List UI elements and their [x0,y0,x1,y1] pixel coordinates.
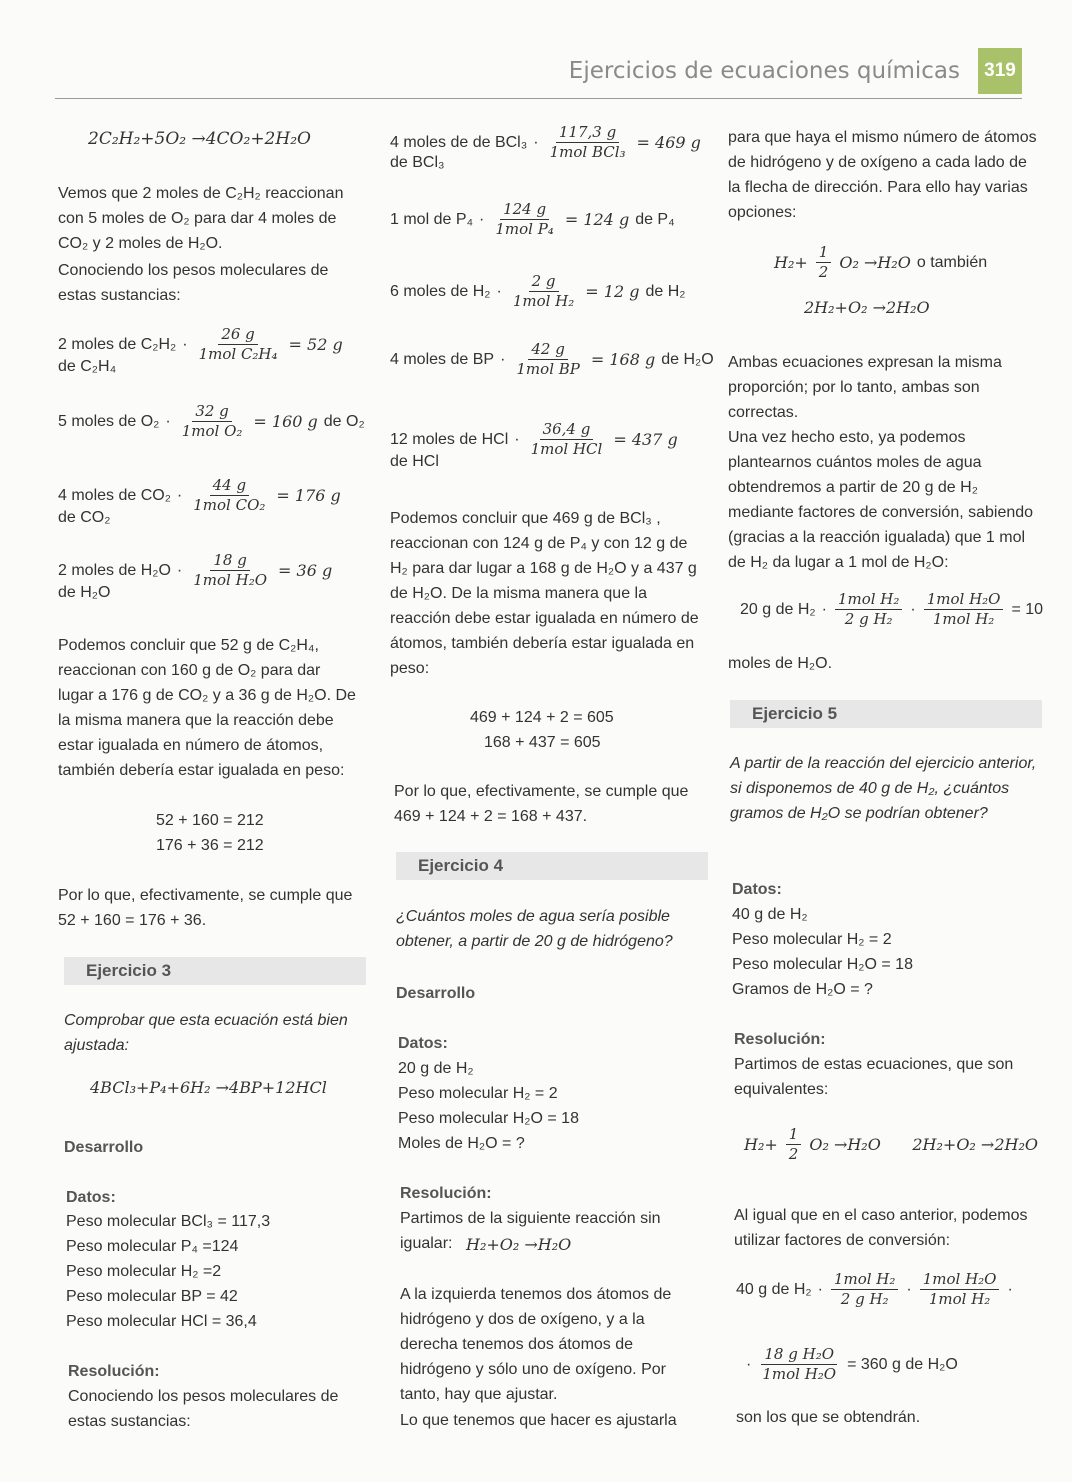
paragraph: A la izquierda tenemos dos átomos de hidrógeno y dos de oxígeno, y a la derecha tenemos dos átomos de hidrógeno y sólo uno de oxígeno. Por tanto, hay que ajustar. [400,1286,672,1403]
conversion-line: 4 moles de CO₂ · $\frac{44 g}{\text{1mol CO₂}}$ = 176 g de CO₂ [58,476,341,526]
conversion-line: 6 moles de H₂ · $\frac{2 g}{\text{1mol H₂}}$ = 12 g de H₂ [390,272,686,310]
data-line: 20 g de H₂ [398,1060,474,1077]
exercise-question: A partir de la reacción del ejercicio anterior, si disponemos de 40 g de H₂, ¿cuántos gramos de H₂O se podrían obtener? [730,755,1037,822]
equation: 4BCl₃+P₄+6H₂ →4BP+12HCl [90,1078,327,1097]
conversion-line: 1 mol de P₄ · $\frac{124 g}{\text{1mol P₄}}$ = 124 g de P₄ [390,200,675,238]
section-label: Resolución: [400,1185,492,1202]
section-label: Desarrollo [64,1139,144,1156]
paragraph: Podemos concluir que 52 g de C₂H₄, reaccionan con 160 g de O₂ para dar lugar a 176 g de CO₂ y a 36 g de H₂O. De la misma manera que la reacción debe estar igualada en número de átomos, también debería estar igualada en peso: [58,637,356,779]
data-line: Peso molecular H₂ = 2 [732,931,892,948]
paragraph: Por lo que, efectivamente, se cumple que 52 + 160 = 176 + 36. [58,887,353,929]
paragraph: Conociendo los pesos moleculares de estas sustancias: [68,1388,339,1430]
conversion-line: 2 moles de H₂O · $\frac{18 g}{\text{1mol H₂O}}$ = 36 g de H₂O [58,551,333,601]
equation: 2H₂+O₂ →2H₂O [804,298,930,317]
data-line: Peso molecular BP = 42 [66,1288,238,1305]
paragraph: Lo que tenemos que hacer es ajustarla [400,1412,677,1429]
paragraph: Vemos que 2 moles de C₂H₂ reaccionan con 5 moles de O₂ para dar 4 moles de CO₂ y 2 moles de H₂O. [58,185,344,252]
conversion-line: 4 moles de BP · $\frac{42 g}{\text{1mol BP}}$ = 168 g de H₂O [390,340,714,378]
conversion-line: 4 moles de de BCl₃ · $\frac{117,3 g}{\text{1mol BCl₃}}$ = 469 g de BCl₃ [390,123,701,171]
paragraph: Por lo que, efectivamente, se cumple que 469 + 124 + 2 = 168 + 437. [394,783,689,825]
data-line: Peso molecular H₂ = 2 [398,1085,558,1102]
conversion-line: 40 g de H₂ · $\frac{\text{1mol H₂}}{\text{2 g H₂}}$ · $\frac{\text{1mol H₂O}}{\text{1mol H₂}}$ · [736,1270,1013,1308]
header-title: Ejercicios de ecuaciones químicas [568,58,960,84]
sum-line: 52 + 160 = 212 [156,812,264,829]
equation: H₂+ $\frac{1}{2}$ O₂ →H₂O 2H₂+O₂ →2H₂O [744,1125,1038,1163]
data-line: Gramos de H₂O = ? [732,981,873,998]
conversion-line: 2 moles de C₂H₂ · $\frac{26 g}{\text{1mol C₂H₄}}$ = 52 g de C₂H₄ [58,325,343,375]
data-line: Peso molecular H₂O = 18 [732,956,913,973]
sum-line: 176 + 36 = 212 [156,837,264,854]
header-rule [55,98,1022,99]
conversion-tail: moles de H₂O. [728,655,833,672]
data-line: Peso molecular BCl₃ = 117,3 [66,1213,271,1230]
equation: 2C₂H₂+5O₂ →4CO₂+2H₂O [88,129,311,149]
exercise-5-heading: Ejercicio 5 [730,700,1042,728]
data-line: 40 g de H₂ [732,906,808,923]
exercise-question: Comprobar que esta ecuación está bien ajustada: [64,1012,348,1054]
section-label: Datos: [66,1189,116,1206]
conversion-line: · $\frac{\text{18 g H₂O}}{\text{1mol H₂O}}$ = 360 g de H₂O [746,1345,958,1383]
section-label: Desarrollo [396,985,476,1002]
paragraph: Ambas ecuaciones expresan la misma proporción; por lo tanto, ambas son correctas. [728,354,1002,421]
data-line: Peso molecular HCl = 36,4 [66,1313,257,1330]
equation: H₂+O₂ →H₂O [466,1235,572,1254]
closing-line: son los que se obtendrán. [736,1409,921,1426]
paragraph: para que haya el mismo número de átomos de hidrógeno y de oxígeno a cada lado de la flecha de dirección. Para ello hay varias opciones: [728,129,1037,221]
section-label: Resolución: [68,1363,160,1380]
data-line: Peso molecular H₂O = 18 [398,1110,579,1127]
section-label: Datos: [398,1035,448,1052]
exercise-4-heading: Ejercicio 4 [396,852,708,880]
section-label: Resolución: [734,1031,826,1048]
sum-line: 168 + 437 = 605 [484,734,601,751]
paragraph: Conociendo los pesos moleculares de estas sustancias: [58,262,329,304]
equation: H₂+ $\frac{1}{2}$ O₂ →H₂O o también [774,243,988,281]
sum-line: 469 + 124 + 2 = 605 [470,709,614,726]
exercise-3-heading: Ejercicio 3 [64,957,366,985]
conversion-line: 20 g de H₂ · $\frac{\text{1mol H₂}}{\text{2 g H₂}}$ · $\frac{\text{1mol H₂O}}{\text{1mol H₂}}$ = 10 [740,590,1044,628]
data-line: Moles de H₂O = ? [398,1135,525,1152]
section-label: Datos: [732,881,782,898]
paragraph: Partimos de estas ecuaciones, que son equivalentes: [734,1056,1014,1098]
paragraph: Partimos de la siguiente reacción sin igualar: [400,1210,661,1252]
paragraph: Podemos concluir que 469 g de BCl₃ , reaccionan con 124 g de P₄ y con 12 g de H₂ para dar lugar a 168 g de H₂O y a 437 g de H₂O. De la misma manera que la reacción debe estar igualada en número de átomos, también debería estar igualada en peso: [390,510,699,677]
conversion-line: 5 moles de O₂ · $\frac{32 g}{\text{1mol O₂}}$ = 160 g de O₂ [58,402,365,440]
exercise-question: ¿Cuántos moles de agua sería posible obtener, a partir de 20 g de hidrógeno? [396,908,673,950]
page-number: 319 [978,48,1022,94]
paragraph: Al igual que en el caso anterior, podemos utilizar factores de conversión: [734,1207,1028,1249]
paragraph: Una vez hecho esto, ya podemos plantearnos cuántos moles de agua obtendremos a partir de 20 g de H₂ mediante factores de conversión, sabiendo (gracias a la reacción igualada) que 1 mol de H₂ da lugar a 1 mol de H₂O: [728,429,1034,571]
data-line: Peso molecular P₄ =124 [66,1238,239,1255]
data-line: Peso molecular H₂ =2 [66,1263,222,1280]
conversion-line: 12 moles de HCl · $\frac{36,4 g}{\text{1mol HCl}}$ = 437 g de HCl [390,420,678,470]
